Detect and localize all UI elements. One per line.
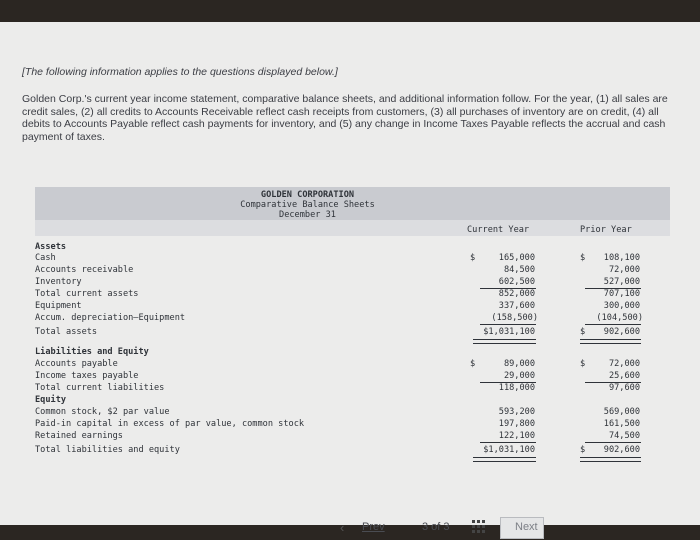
- screen: [0, 22, 700, 535]
- row-label: Accounts payable: [35, 359, 118, 369]
- value-current: 122,100: [498, 431, 535, 441]
- row-label: Cash: [35, 253, 56, 263]
- column-header-bar: [35, 220, 670, 236]
- row-label: Income taxes payable: [35, 371, 139, 381]
- value-prior: 902,600: [603, 327, 640, 337]
- row-label: Accounts receivable: [35, 265, 134, 275]
- grid-icon[interactable]: [472, 520, 486, 534]
- row-label: Assets: [35, 242, 67, 252]
- value-prior: 25,600: [608, 371, 640, 381]
- column-header-current: Current Year: [467, 225, 530, 235]
- value-prior: 707,100: [603, 289, 640, 299]
- underline: [480, 324, 536, 325]
- dollar-sign: $: [580, 253, 586, 263]
- intro-title: [The following information applies to the questions displayed below.]: [22, 66, 338, 78]
- dollar-sign: $: [580, 445, 586, 455]
- company-name: GOLDEN CORPORATION: [260, 190, 355, 200]
- value-prior: 902,600: [603, 445, 640, 455]
- value-prior: 72,000: [608, 265, 640, 275]
- row-label: Paid-in capital in excess of par value, common stock: [35, 419, 305, 429]
- statement-title: Comparative Balance Sheets: [240, 200, 375, 210]
- statement-date: December 31: [279, 210, 336, 220]
- value-current: 89,000: [503, 359, 535, 369]
- next-button-label[interactable]: Next: [515, 521, 538, 533]
- value-current: 197,800: [498, 419, 535, 429]
- underline: [585, 324, 641, 325]
- intro-section: [22, 66, 687, 143]
- row-label: Total current liabilities: [35, 383, 165, 393]
- value-current: $1,031,100: [483, 445, 535, 455]
- value-prior: 72,000: [608, 359, 640, 369]
- value-current: 29,000: [503, 371, 535, 381]
- value-current: 84,500: [503, 265, 535, 275]
- value-current: $1,031,100: [483, 327, 535, 337]
- value-current: 118,000: [498, 383, 535, 393]
- chevron-left-icon[interactable]: ‹: [340, 520, 345, 535]
- row-label: Equity: [35, 395, 67, 405]
- row-label: Common stock, $2 par value: [35, 407, 170, 417]
- value-current: 165,000: [498, 253, 535, 263]
- value-prior: 74,500: [608, 431, 640, 441]
- value-prior: 161,500: [603, 419, 640, 429]
- column-header-prior: Prior Year: [580, 225, 632, 235]
- row-label: Total liabilities and equity: [35, 445, 180, 455]
- page-indicator: 3 of 3: [422, 521, 450, 533]
- value-prior: 527,000: [603, 277, 640, 287]
- row-label: Equipment: [35, 301, 82, 311]
- value-prior: (104,500): [596, 313, 643, 323]
- row-label: Accum. depreciation—Equipment: [35, 313, 186, 323]
- value-prior: 569,000: [603, 407, 640, 417]
- row-label: Total current assets: [35, 289, 139, 299]
- row-label: Inventory: [35, 277, 82, 287]
- double-underline: [473, 339, 536, 344]
- question-navigation: [0, 518, 700, 540]
- value-current: 852,000: [498, 289, 535, 299]
- dollar-sign: $: [470, 253, 476, 263]
- row-label: Retained earnings: [35, 431, 123, 441]
- dollar-sign: $: [470, 359, 476, 369]
- underline: [585, 442, 641, 443]
- balance-sheet: [35, 187, 670, 477]
- double-underline: [580, 457, 641, 462]
- double-underline: [473, 457, 536, 462]
- dollar-sign: $: [580, 327, 586, 337]
- intro-body: Golden Corp.'s current year income statement, comparative balance sheets, and additional information follow. For the year, (1) all sales are credit sales, (2) all credits to Accounts Receivable reflect cash receipts from customers, (3) all purchases of inventory are on credit, (4) all debits to Accounts Payable reflect cash payments for inventory, and (5) any change in Income Taxes Payable reflects the accrual and cash payment of taxes.: [22, 93, 668, 143]
- value-current: 593,200: [498, 407, 535, 417]
- value-prior: 300,000: [603, 301, 640, 311]
- value-prior: 108,100: [603, 253, 640, 263]
- dollar-sign: $: [580, 359, 586, 369]
- value-current: (158,500): [491, 313, 538, 323]
- value-current: 337,600: [498, 301, 535, 311]
- value-prior: 97,600: [608, 383, 640, 393]
- double-underline: [580, 339, 641, 344]
- row-label: Liabilities and Equity: [35, 347, 149, 357]
- value-current: 602,500: [498, 277, 535, 287]
- row-label: Total assets: [35, 327, 98, 337]
- prev-button[interactable]: Prev: [362, 521, 385, 533]
- balance-sheet-header: [35, 187, 670, 220]
- underline: [480, 442, 536, 443]
